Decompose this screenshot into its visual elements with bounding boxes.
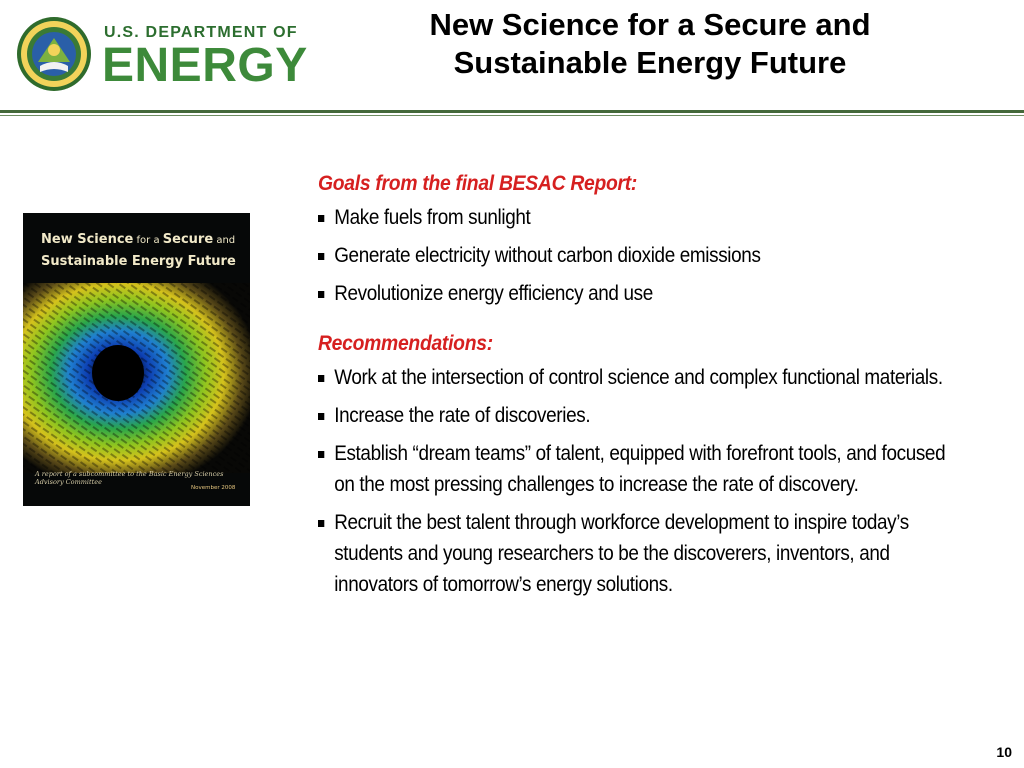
cover-title-part3: Secure xyxy=(162,232,214,247)
cover-date: November 2008 xyxy=(191,485,236,491)
slide-title-line1: New Science for a Secure and xyxy=(429,7,871,42)
list-item xyxy=(318,202,964,233)
bullet-square-icon xyxy=(318,451,324,458)
slide-title xyxy=(380,6,920,82)
bullet-square-icon xyxy=(318,291,324,298)
list-item-text: Establish “dream teams” of talent, equipped with forefront tools, and focused on the most pressing challenges to increase the rate of discovery. xyxy=(334,442,946,496)
goals-list xyxy=(318,202,998,309)
list-item-text: Make fuels from sunlight xyxy=(334,206,531,229)
cover-title-part1: New Science xyxy=(41,232,134,247)
bullet-square-icon xyxy=(318,253,324,260)
logo-department-text: U.S. DEPARTMENT OF xyxy=(104,24,298,41)
doe-seal-icon xyxy=(16,16,92,92)
recommendations-list xyxy=(318,362,998,600)
list-item xyxy=(318,362,964,393)
bullet-square-icon xyxy=(318,413,324,420)
slide-title-line2: Sustainable Energy Future xyxy=(453,45,847,80)
slide-content xyxy=(318,170,998,607)
goals-heading: Goals from the final BESAC Report: xyxy=(318,172,638,195)
list-item xyxy=(318,438,964,500)
bullet-square-icon xyxy=(318,520,324,527)
logo-energy-text: ENERGY xyxy=(102,39,308,92)
list-item-text: Recruit the best talent through workforce development to inspire today’s students and young researchers to be the discoverers, inventors, and innovators of tomorrow’s energy solutions. xyxy=(334,511,909,596)
cover-title-part2: for a xyxy=(133,235,163,246)
report-cover-image xyxy=(23,213,250,506)
cover-title xyxy=(41,229,241,272)
cover-subtitle: A report of a subcommittee to the Basic Energy Sciences Advisory Committee xyxy=(35,470,224,486)
list-item-text: Work at the intersection of control science and complex functional materials. xyxy=(334,366,943,389)
header-divider-thin xyxy=(0,115,1024,116)
list-item xyxy=(318,278,964,309)
cover-title-line2: Sustainable Energy Future xyxy=(41,254,236,269)
page-number: 10 xyxy=(996,744,1012,760)
list-item xyxy=(318,507,964,600)
bullet-square-icon xyxy=(318,375,324,382)
list-item-text: Generate electricity without carbon dioxide emissions xyxy=(334,244,761,267)
cover-title-part4: and xyxy=(213,235,236,246)
list-item-text: Revolutionize energy efficiency and use xyxy=(334,282,653,305)
recommendations-heading: Recommendations: xyxy=(318,332,493,355)
bullet-square-icon xyxy=(318,215,324,222)
list-item xyxy=(318,400,964,431)
doe-logo xyxy=(16,16,316,94)
list-item xyxy=(318,240,964,271)
header-divider xyxy=(0,110,1024,113)
list-item-text: Increase the rate of discoveries. xyxy=(334,404,591,427)
